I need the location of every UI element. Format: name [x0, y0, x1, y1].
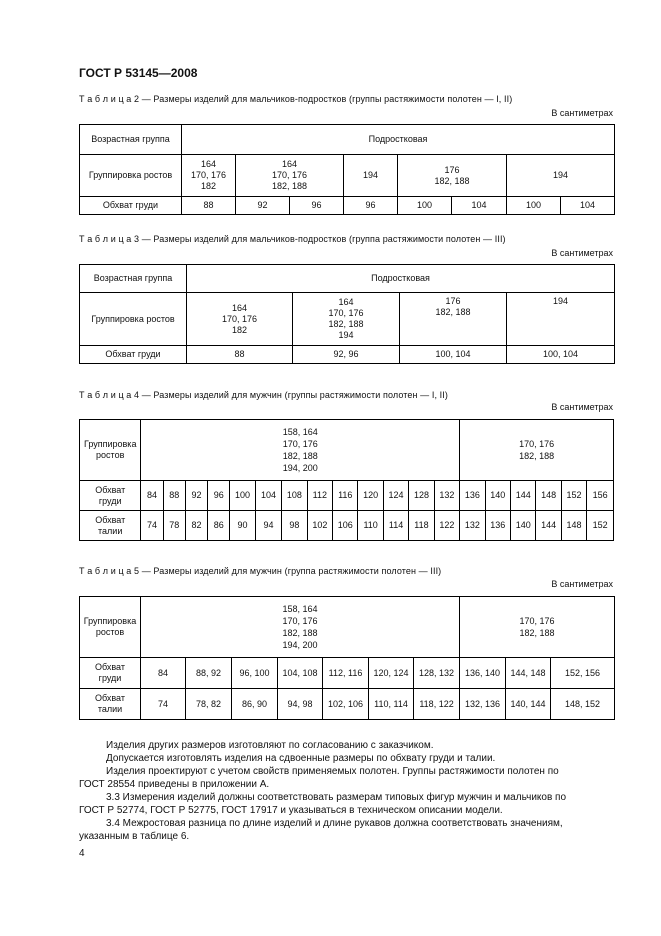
- chest-cell: 100: [398, 197, 452, 215]
- waist-cell: 110, 114: [369, 689, 414, 720]
- chest-cell: 96, 100: [232, 658, 278, 689]
- table-2-caption: Т а б л и ц а 2 — Размеры изделий для мальчиков-подростков (группы растяжимости полотен — I, II): [79, 94, 513, 104]
- height-cell: 170, 176 182, 188: [460, 597, 615, 658]
- chest-cell: 100: [507, 197, 561, 215]
- waist-cell: 132: [460, 511, 485, 541]
- chest-cell: 128: [409, 481, 434, 511]
- chest-cell: 120: [358, 481, 383, 511]
- waist-cell: 98: [282, 511, 307, 541]
- chest-cell: 136, 140: [460, 658, 506, 689]
- chest-cell: 104, 108: [278, 658, 323, 689]
- chest-cell: 136: [460, 481, 485, 511]
- chest-cell: 88: [187, 346, 293, 364]
- age-group-label: Возрастная группа: [80, 125, 182, 155]
- waist-cell: 78, 82: [186, 689, 232, 720]
- chest-cell: 108: [282, 481, 307, 511]
- chest-cell: 144: [511, 481, 536, 511]
- chest-cell: 112: [307, 481, 332, 511]
- height-cell: 158, 164 170, 176 182, 188 194, 200: [141, 597, 460, 658]
- paragraph: Допускается изготовлять изделия на сдвоенные размеры по обхвату груди и талии.: [106, 753, 496, 764]
- age-group-value: Подростковая: [182, 125, 615, 155]
- chest-cell: 96: [208, 481, 230, 511]
- chest-cell: 152, 156: [551, 658, 615, 689]
- chest-cell: 100, 104: [507, 346, 615, 364]
- height-cell: 194: [507, 293, 615, 346]
- waist-cell: 102, 106: [323, 689, 369, 720]
- chest-label: Обхват груди: [80, 658, 141, 689]
- waist-cell: 106: [333, 511, 358, 541]
- waist-cell: 94: [255, 511, 281, 541]
- chest-cell: 112, 116: [323, 658, 369, 689]
- waist-label: Обхват талии: [80, 689, 141, 720]
- height-cell: 176 182, 188: [400, 293, 507, 346]
- waist-cell: 148: [561, 511, 586, 541]
- waist-cell: 118: [409, 511, 434, 541]
- chest-cell: 96: [290, 197, 344, 215]
- waist-cell: 78: [163, 511, 185, 541]
- paragraph: ГОСТ Р 52774, ГОСТ Р 52775, ГОСТ 17917 и указываться в техническом описании модели.: [79, 805, 503, 816]
- table-4: [79, 419, 614, 541]
- chest-cell: 88, 92: [186, 658, 232, 689]
- paragraph: 3.4 Межростовая разница по длине изделий и длине рукавов должна соответствовать значениям,: [106, 818, 563, 829]
- chest-cell: 100, 104: [400, 346, 507, 364]
- waist-cell: 118, 122: [414, 689, 460, 720]
- height-cell: 164 170, 176 182, 188 194: [293, 293, 400, 346]
- waist-cell: 152: [587, 511, 614, 541]
- chest-label: Обхват груди: [80, 346, 187, 364]
- table-5-caption: Т а б л и ц а 5 — Размеры изделий для мужчин (группа растяжимости полотен — III): [79, 566, 442, 576]
- table-5: [79, 596, 615, 720]
- table-4-caption: Т а б л и ц а 4 — Размеры изделий для мужчин (группы растяжимости полотен — I, II): [79, 390, 448, 400]
- height-cell: 164 170, 176 182: [182, 155, 236, 197]
- waist-cell: 136: [485, 511, 510, 541]
- waist-cell: 90: [230, 511, 255, 541]
- height-group-label: Группировка ростов: [80, 420, 141, 481]
- waist-cell: 144: [536, 511, 561, 541]
- waist-cell: 86: [208, 511, 230, 541]
- chest-cell: 92: [185, 481, 207, 511]
- waist-cell: 110: [358, 511, 383, 541]
- table-3-caption: Т а б л и ц а 3 — Размеры изделий для мальчиков-подростков (группа растяжимости полотен — III): [79, 234, 506, 244]
- chest-label: Обхват груди: [80, 481, 141, 511]
- waist-cell: 82: [185, 511, 207, 541]
- chest-cell: 84: [141, 481, 163, 511]
- chest-cell: 92, 96: [293, 346, 400, 364]
- chest-cell: 96: [344, 197, 398, 215]
- height-group-label: Группировка ростов: [80, 155, 182, 197]
- paragraph: Изделия проектируют с учетом свойств применяемых полотен. Группы растяжимости полотен по: [106, 766, 559, 777]
- waist-cell: 140: [511, 511, 536, 541]
- chest-cell: 120, 124: [369, 658, 414, 689]
- chest-cell: 148: [536, 481, 561, 511]
- chest-cell: 128, 132: [414, 658, 460, 689]
- page-number: 4: [79, 848, 85, 859]
- height-group-label: Группировка ростов: [80, 293, 187, 346]
- chest-cell: 152: [561, 481, 586, 511]
- height-cell: 164 170, 176 182: [187, 293, 293, 346]
- chest-cell: 156: [587, 481, 614, 511]
- chest-cell: 88: [163, 481, 185, 511]
- table-2-units: В сантиметрах: [551, 108, 613, 118]
- paragraph: 3.3 Измерения изделий должны соответствовать размерам типовых фигур мужчин и мальчиков по: [106, 792, 567, 803]
- chest-cell: 88: [182, 197, 236, 215]
- waist-label: Обхват талии: [80, 511, 141, 541]
- height-cell: 194: [344, 155, 398, 197]
- chest-cell: 104: [255, 481, 281, 511]
- waist-cell: 122: [434, 511, 460, 541]
- waist-cell: 74: [141, 511, 163, 541]
- table-3: [79, 264, 615, 364]
- table-5-units: В сантиметрах: [551, 579, 613, 589]
- waist-cell: 114: [383, 511, 408, 541]
- table-3-units: В сантиметрах: [551, 248, 613, 258]
- height-cell: 158, 164 170, 176 182, 188 194, 200: [141, 420, 460, 481]
- paragraph: Изделия других размеров изготовляют по согласованию с заказчиком.: [106, 740, 434, 751]
- height-cell: 194: [507, 155, 615, 197]
- waist-cell: 132, 136: [460, 689, 506, 720]
- age-group-label: Возрастная группа: [80, 265, 187, 293]
- waist-cell: 140, 144: [506, 689, 551, 720]
- table-2: [79, 124, 615, 215]
- height-cell: 170, 176 182, 188: [460, 420, 614, 481]
- height-cell: 164 170, 176 182, 188: [236, 155, 344, 197]
- chest-cell: 116: [333, 481, 358, 511]
- waist-cell: 86, 90: [232, 689, 278, 720]
- chest-cell: 144, 148: [506, 658, 551, 689]
- table-4-units: В сантиметрах: [551, 402, 613, 412]
- age-group-value: Подростковая: [187, 265, 615, 293]
- chest-cell: 100: [230, 481, 255, 511]
- chest-cell: 124: [383, 481, 408, 511]
- chest-label: Обхват груди: [80, 197, 182, 215]
- chest-cell: 132: [434, 481, 460, 511]
- chest-cell: 140: [485, 481, 510, 511]
- paragraph: ГОСТ 28554 приведены в приложении А.: [79, 779, 270, 790]
- waist-cell: 148, 152: [551, 689, 615, 720]
- waist-cell: 102: [307, 511, 332, 541]
- waist-cell: 94, 98: [278, 689, 323, 720]
- paragraph: указанным в таблице 6.: [79, 831, 190, 842]
- document-header: ГОСТ Р 53145—2008: [79, 66, 198, 80]
- chest-cell: 92: [236, 197, 290, 215]
- chest-cell: 104: [561, 197, 615, 215]
- chest-cell: 84: [141, 658, 186, 689]
- height-cell: 176 182, 188: [398, 155, 507, 197]
- chest-cell: 104: [452, 197, 507, 215]
- waist-cell: 74: [141, 689, 186, 720]
- height-group-label: Группировка ростов: [80, 597, 141, 658]
